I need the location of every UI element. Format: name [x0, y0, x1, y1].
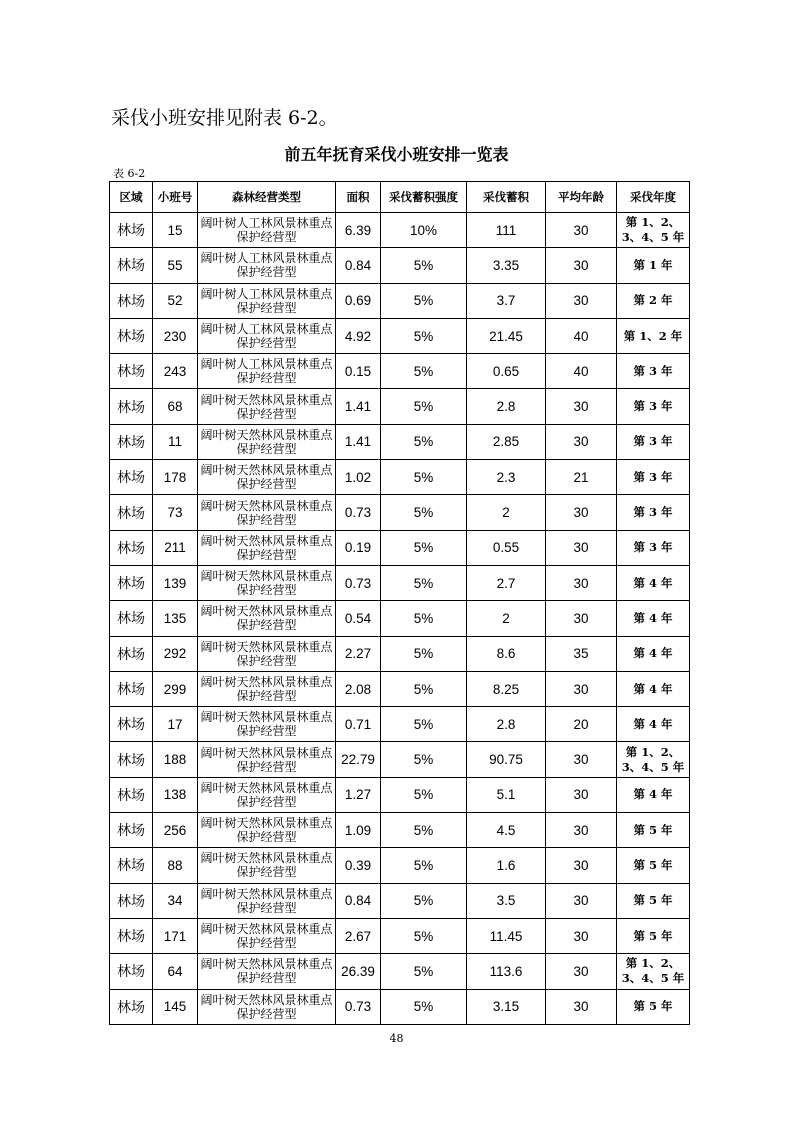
cell-average-age: 30 — [546, 742, 617, 777]
cell-region: 林场 — [110, 707, 153, 742]
cell-harvest-intensity: 5% — [381, 883, 467, 918]
cell-harvest-intensity: 10% — [381, 213, 467, 248]
cell-average-age: 40 — [546, 318, 617, 353]
cell-harvest-year: 第 5 年 — [617, 848, 690, 883]
cell-harvest-year: 第 3 年 — [617, 424, 690, 459]
cell-average-age: 30 — [546, 671, 617, 706]
cell-region: 林场 — [110, 601, 153, 636]
cell-harvest-volume: 2.85 — [467, 424, 546, 459]
cell-average-age: 30 — [546, 989, 617, 1024]
cell-area: 4.92 — [336, 318, 381, 353]
cell-region: 林场 — [110, 777, 153, 812]
cell-forest-type: 阔叶树人工林风景林重点保护经营型 — [198, 354, 336, 389]
cell-harvest-volume: 2.8 — [467, 707, 546, 742]
header-forest-type: 森林经营类型 — [198, 182, 336, 213]
cell-harvest-intensity: 5% — [381, 248, 467, 283]
cell-average-age: 35 — [546, 636, 617, 671]
table-row — [110, 460, 690, 495]
table-row — [110, 848, 690, 883]
cell-average-age: 30 — [546, 848, 617, 883]
cell-plot-number: 178 — [153, 460, 198, 495]
cell-forest-type: 阔叶树人工林风景林重点保护经营型 — [198, 318, 336, 353]
cell-plot-number: 52 — [153, 283, 198, 318]
cell-area: 0.39 — [336, 848, 381, 883]
cell-region: 林场 — [110, 495, 153, 530]
intro-paragraph: 采伐小班安排见附表 6-2。 — [111, 107, 338, 129]
cell-forest-type: 阔叶树天然林风景林重点保护经营型 — [198, 671, 336, 706]
cell-area: 0.69 — [336, 283, 381, 318]
cell-plot-number: 188 — [153, 742, 198, 777]
cell-average-age: 40 — [546, 354, 617, 389]
cell-harvest-volume: 3.7 — [467, 283, 546, 318]
cell-harvest-intensity: 5% — [381, 283, 467, 318]
cell-plot-number: 292 — [153, 636, 198, 671]
cell-plot-number: 145 — [153, 989, 198, 1024]
table-row — [110, 989, 690, 1024]
cell-region: 林场 — [110, 813, 153, 848]
cell-area: 0.71 — [336, 707, 381, 742]
cell-harvest-intensity: 5% — [381, 707, 467, 742]
cell-average-age: 30 — [546, 777, 617, 812]
cell-region: 林场 — [110, 213, 153, 248]
cell-area: 0.15 — [336, 354, 381, 389]
page-number: 48 — [389, 1032, 404, 1045]
cell-area: 2.27 — [336, 636, 381, 671]
cell-harvest-volume: 113.6 — [467, 954, 546, 989]
cell-plot-number: 34 — [153, 883, 198, 918]
cell-forest-type: 阔叶树天然林风景林重点保护经营型 — [198, 883, 336, 918]
cell-area: 1.41 — [336, 389, 381, 424]
cell-harvest-volume: 2 — [467, 495, 546, 530]
cell-region: 林场 — [110, 283, 153, 318]
cell-average-age: 30 — [546, 389, 617, 424]
cell-region: 林场 — [110, 742, 153, 777]
cell-harvest-intensity: 5% — [381, 848, 467, 883]
cell-area: 0.73 — [336, 495, 381, 530]
cell-harvest-volume: 2.3 — [467, 460, 546, 495]
cell-harvest-intensity: 5% — [381, 565, 467, 600]
header-region: 区域 — [110, 182, 153, 213]
cell-harvest-volume: 2 — [467, 601, 546, 636]
cell-forest-type: 阔叶树天然林风景林重点保护经营型 — [198, 848, 336, 883]
cell-harvest-year: 第 1、2、3、4、5 年 — [617, 213, 690, 248]
cell-average-age: 30 — [546, 954, 617, 989]
cell-region: 林场 — [110, 636, 153, 671]
cell-average-age: 21 — [546, 460, 617, 495]
cell-harvest-year: 第 4 年 — [617, 636, 690, 671]
table-row — [110, 742, 690, 777]
cell-plot-number: 88 — [153, 848, 198, 883]
cell-harvest-volume: 2.8 — [467, 389, 546, 424]
cell-area: 0.84 — [336, 248, 381, 283]
cell-forest-type: 阔叶树天然林风景林重点保护经营型 — [198, 424, 336, 459]
cell-average-age: 30 — [546, 213, 617, 248]
cell-average-age: 30 — [546, 495, 617, 530]
cell-harvest-volume: 21.45 — [467, 318, 546, 353]
cell-average-age: 20 — [546, 707, 617, 742]
cell-harvest-year: 第 3 年 — [617, 354, 690, 389]
cell-harvest-volume: 11.45 — [467, 918, 546, 953]
cell-area: 1.41 — [336, 424, 381, 459]
cell-average-age: 30 — [546, 918, 617, 953]
cell-harvest-volume: 90.75 — [467, 742, 546, 777]
cell-region: 林场 — [110, 248, 153, 283]
cell-harvest-volume: 0.65 — [467, 354, 546, 389]
cell-area: 22.79 — [336, 742, 381, 777]
cell-harvest-year: 第 4 年 — [617, 707, 690, 742]
cell-region: 林场 — [110, 389, 153, 424]
cell-harvest-intensity: 5% — [381, 742, 467, 777]
cell-forest-type: 阔叶树人工林风景林重点保护经营型 — [198, 248, 336, 283]
table-row — [110, 883, 690, 918]
cell-harvest-intensity: 5% — [381, 424, 467, 459]
cell-harvest-intensity: 5% — [381, 354, 467, 389]
cell-harvest-year: 第 5 年 — [617, 883, 690, 918]
cell-plot-number: 171 — [153, 918, 198, 953]
cell-region: 林场 — [110, 883, 153, 918]
header-harvest-year: 采伐年度 — [617, 182, 690, 213]
cell-region: 林场 — [110, 918, 153, 953]
cell-area: 2.67 — [336, 918, 381, 953]
cell-region: 林场 — [110, 954, 153, 989]
cell-harvest-volume: 3.5 — [467, 883, 546, 918]
cell-harvest-volume: 1.6 — [467, 848, 546, 883]
cell-harvest-year: 第 4 年 — [617, 565, 690, 600]
cell-harvest-intensity: 5% — [381, 918, 467, 953]
cell-area: 1.09 — [336, 813, 381, 848]
cell-forest-type: 阔叶树天然林风景林重点保护经营型 — [198, 918, 336, 953]
cell-area: 0.54 — [336, 601, 381, 636]
cell-average-age: 30 — [546, 530, 617, 565]
cell-area: 1.27 — [336, 777, 381, 812]
cell-forest-type: 阔叶树天然林风景林重点保护经营型 — [198, 460, 336, 495]
cell-forest-type: 阔叶树人工林风景林重点保护经营型 — [198, 213, 336, 248]
cell-forest-type: 阔叶树天然林风景林重点保护经营型 — [198, 636, 336, 671]
cell-area: 0.73 — [336, 565, 381, 600]
table-row — [110, 813, 690, 848]
cell-harvest-intensity: 5% — [381, 389, 467, 424]
cell-forest-type: 阔叶树人工林风景林重点保护经营型 — [198, 283, 336, 318]
cell-harvest-volume: 4.5 — [467, 813, 546, 848]
cell-plot-number: 243 — [153, 354, 198, 389]
cell-harvest-intensity: 5% — [381, 954, 467, 989]
cell-harvest-intensity: 5% — [381, 601, 467, 636]
header-harvest-intensity: 采伐蓄积强度 — [381, 182, 467, 213]
cell-region: 林场 — [110, 530, 153, 565]
cell-plot-number: 138 — [153, 777, 198, 812]
table-row — [110, 213, 690, 248]
cell-plot-number: 299 — [153, 671, 198, 706]
cell-area: 6.39 — [336, 213, 381, 248]
cell-forest-type: 阔叶树天然林风景林重点保护经营型 — [198, 707, 336, 742]
header-plot-number: 小班号 — [153, 182, 198, 213]
table-row — [110, 918, 690, 953]
cell-area: 1.02 — [336, 460, 381, 495]
table-row — [110, 248, 690, 283]
cell-harvest-volume: 3.35 — [467, 248, 546, 283]
cell-harvest-volume: 2.7 — [467, 565, 546, 600]
table-row — [110, 354, 690, 389]
cell-plot-number: 135 — [153, 601, 198, 636]
cell-plot-number: 73 — [153, 495, 198, 530]
table-row — [110, 777, 690, 812]
table-row — [110, 495, 690, 530]
cell-area: 0.73 — [336, 989, 381, 1024]
cell-forest-type: 阔叶树天然林风景林重点保护经营型 — [198, 565, 336, 600]
cell-average-age: 30 — [546, 424, 617, 459]
harvest-schedule-table — [109, 181, 690, 1025]
cell-region: 林场 — [110, 354, 153, 389]
table-header-row — [110, 182, 690, 213]
cell-forest-type: 阔叶树天然林风景林重点保护经营型 — [198, 389, 336, 424]
cell-harvest-intensity: 5% — [381, 813, 467, 848]
header-area: 面积 — [336, 182, 381, 213]
cell-region: 林场 — [110, 989, 153, 1024]
cell-harvest-volume: 111 — [467, 213, 546, 248]
cell-forest-type: 阔叶树天然林风景林重点保护经营型 — [198, 601, 336, 636]
cell-harvest-year: 第 4 年 — [617, 777, 690, 812]
table-row — [110, 707, 690, 742]
cell-area: 0.84 — [336, 883, 381, 918]
cell-plot-number: 15 — [153, 213, 198, 248]
cell-area: 2.08 — [336, 671, 381, 706]
table-row — [110, 530, 690, 565]
header-harvest-volume: 采伐蓄积 — [467, 182, 546, 213]
cell-harvest-year: 第 1、2 年 — [617, 318, 690, 353]
cell-region: 林场 — [110, 671, 153, 706]
cell-region: 林场 — [110, 848, 153, 883]
cell-harvest-year: 第 4 年 — [617, 601, 690, 636]
cell-harvest-volume: 5.1 — [467, 777, 546, 812]
cell-harvest-volume: 8.25 — [467, 671, 546, 706]
cell-harvest-year: 第 5 年 — [617, 813, 690, 848]
cell-harvest-year: 第 3 年 — [617, 530, 690, 565]
cell-region: 林场 — [110, 424, 153, 459]
cell-harvest-year: 第 3 年 — [617, 389, 690, 424]
cell-harvest-intensity: 5% — [381, 671, 467, 706]
table-label: 表 6-2 — [113, 167, 146, 180]
cell-average-age: 30 — [546, 248, 617, 283]
cell-harvest-year: 第 5 年 — [617, 989, 690, 1024]
cell-forest-type: 阔叶树天然林风景林重点保护经营型 — [198, 495, 336, 530]
cell-harvest-volume: 8.6 — [467, 636, 546, 671]
cell-harvest-intensity: 5% — [381, 989, 467, 1024]
cell-harvest-year: 第 2 年 — [617, 283, 690, 318]
cell-forest-type: 阔叶树天然林风景林重点保护经营型 — [198, 530, 336, 565]
cell-harvest-intensity: 5% — [381, 318, 467, 353]
cell-area: 26.39 — [336, 954, 381, 989]
table-row — [110, 636, 690, 671]
cell-harvest-intensity: 5% — [381, 460, 467, 495]
cell-plot-number: 17 — [153, 707, 198, 742]
cell-harvest-volume: 0.55 — [467, 530, 546, 565]
table-row — [110, 318, 690, 353]
cell-average-age: 30 — [546, 813, 617, 848]
cell-harvest-intensity: 5% — [381, 530, 467, 565]
cell-plot-number: 68 — [153, 389, 198, 424]
cell-harvest-year: 第 1、2、3、4、5 年 — [617, 742, 690, 777]
cell-forest-type: 阔叶树天然林风景林重点保护经营型 — [198, 813, 336, 848]
cell-average-age: 30 — [546, 565, 617, 600]
cell-harvest-year: 第 4 年 — [617, 671, 690, 706]
cell-forest-type: 阔叶树天然林风景林重点保护经营型 — [198, 777, 336, 812]
table-row — [110, 601, 690, 636]
table-title: 前五年抚育采伐小班安排一览表 — [284, 145, 509, 164]
cell-plot-number: 139 — [153, 565, 198, 600]
cell-harvest-year: 第 3 年 — [617, 460, 690, 495]
cell-forest-type: 阔叶树天然林风景林重点保护经营型 — [198, 989, 336, 1024]
cell-harvest-year: 第 5 年 — [617, 918, 690, 953]
cell-region: 林场 — [110, 460, 153, 495]
header-average-age: 平均年龄 — [546, 182, 617, 213]
cell-harvest-year: 第 1、2、3、4、5 年 — [617, 954, 690, 989]
cell-plot-number: 211 — [153, 530, 198, 565]
table-row — [110, 283, 690, 318]
cell-harvest-year: 第 3 年 — [617, 495, 690, 530]
cell-area: 0.19 — [336, 530, 381, 565]
cell-plot-number: 11 — [153, 424, 198, 459]
cell-forest-type: 阔叶树天然林风景林重点保护经营型 — [198, 742, 336, 777]
cell-plot-number: 55 — [153, 248, 198, 283]
cell-average-age: 30 — [546, 883, 617, 918]
table-row — [110, 424, 690, 459]
cell-region: 林场 — [110, 318, 153, 353]
cell-average-age: 30 — [546, 283, 617, 318]
cell-harvest-volume: 3.15 — [467, 989, 546, 1024]
cell-plot-number: 230 — [153, 318, 198, 353]
table-row — [110, 389, 690, 424]
table-row — [110, 565, 690, 600]
cell-plot-number: 256 — [153, 813, 198, 848]
cell-region: 林场 — [110, 565, 153, 600]
cell-harvest-intensity: 5% — [381, 636, 467, 671]
table-row — [110, 671, 690, 706]
cell-harvest-intensity: 5% — [381, 495, 467, 530]
cell-average-age: 30 — [546, 601, 617, 636]
cell-harvest-intensity: 5% — [381, 777, 467, 812]
cell-plot-number: 64 — [153, 954, 198, 989]
table-row — [110, 954, 690, 989]
cell-harvest-year: 第 1 年 — [617, 248, 690, 283]
cell-forest-type: 阔叶树天然林风景林重点保护经营型 — [198, 954, 336, 989]
